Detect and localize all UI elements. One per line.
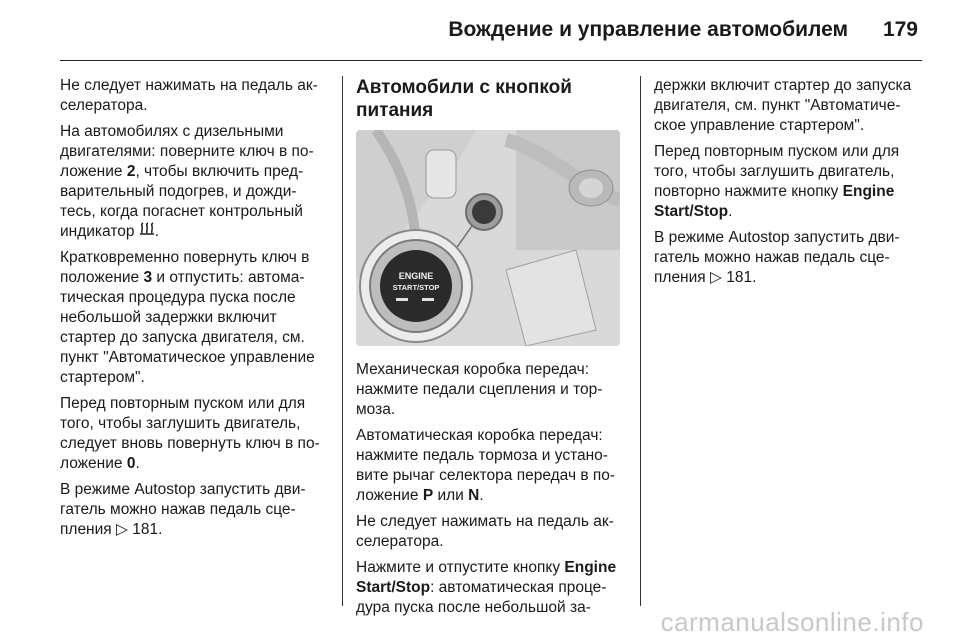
page-header	[0, 0, 960, 62]
paragraph: Не следует нажимать на педаль ак- селератора.	[60, 77, 318, 114]
column-1	[60, 76, 328, 546]
column-3	[654, 76, 926, 294]
engine-start-stop-label: Engine Start/Stop	[356, 559, 617, 596]
column-divider-2	[640, 76, 641, 606]
page-reference-link[interactable]: 181	[726, 269, 753, 286]
page-number: 179	[882, 18, 918, 41]
paragraph: Перед повторным пуском или для того, чтобы заглушить двигатель, следует вновь повернуть ключ в по- ложение 0.	[60, 395, 320, 472]
watermark: carmanualsonline.info	[660, 607, 924, 637]
engine-button-label-line2: START/STOP	[392, 283, 440, 292]
paragraph: Механическая коробка передач: нажмите педали сцепления и тор- моза.	[356, 361, 603, 418]
page-reference-link[interactable]: 181	[132, 521, 159, 538]
column-2	[356, 76, 626, 624]
engine-start-stop-label: Engine Start/Stop	[654, 183, 895, 220]
page-ref-arrow-icon: ▷	[115, 521, 128, 538]
paragraph: Не следует нажимать на педаль ак- селератора.	[356, 513, 614, 550]
key-position-3: 3	[143, 269, 153, 286]
preheat-indicator-icon	[139, 222, 155, 242]
paragraph: Кратковременно повернуть ключ в положение 3 и отпустить: автома- тическая процедура пуска после небольшой задержки включит стартер до запуска двигателя, см. пункт "Автоматическое управление стартером".	[60, 249, 315, 386]
gear-position-p: P	[422, 487, 434, 504]
paragraph: Перед повторным пуском или для того, чтобы заглушить двигатель, повторно нажмите кнопку Engine Start/Stop.	[654, 143, 900, 220]
engine-button-label-line1: ENGINE	[398, 271, 434, 281]
key-position-2: 2	[126, 163, 136, 180]
key-position-0: 0	[126, 455, 136, 472]
paragraph: В режиме Autostop запустить дви- гатель можно нажав педаль сце- пления ▷ 181.	[60, 481, 306, 538]
indicator-dash-left	[396, 298, 408, 301]
header-divider	[60, 60, 922, 61]
page-ref-arrow-icon: ▷	[709, 269, 722, 286]
column-divider-1	[342, 76, 343, 606]
gear-position-n: N	[468, 487, 480, 504]
paragraph: Нажмите и отпустите кнопку Engine Start/Stop: автоматическая проце- дура пуска после небольшой за-	[356, 559, 617, 616]
paragraph: держки включит стартер до запуска двигателя, см. пункт "Автоматиче- ское управление стартером".	[654, 77, 912, 134]
section-heading: Автомобили с кнопкой питания	[356, 77, 572, 121]
paragraph: Автоматическая коробка передач: нажмите педаль тормоза и устано- вите рычаг селектора передач в по- ложение P или N.	[356, 427, 616, 504]
engine-start-button-illustration	[356, 130, 620, 346]
paragraph: В режиме Autostop запустить дви- гатель можно нажав педаль сце- пления ▷ 181.	[654, 229, 900, 286]
indicator-dash-right	[422, 298, 434, 301]
paragraph: На автомобилях с дизельными двигателями: поверните ключ в по- ложение 2, чтобы включить пред- варительный подогрев, и дожди- тесь, когда погаснет контрольный индикатор .	[60, 123, 314, 240]
page-title: Вождение и управление автомобилем	[448, 18, 848, 41]
